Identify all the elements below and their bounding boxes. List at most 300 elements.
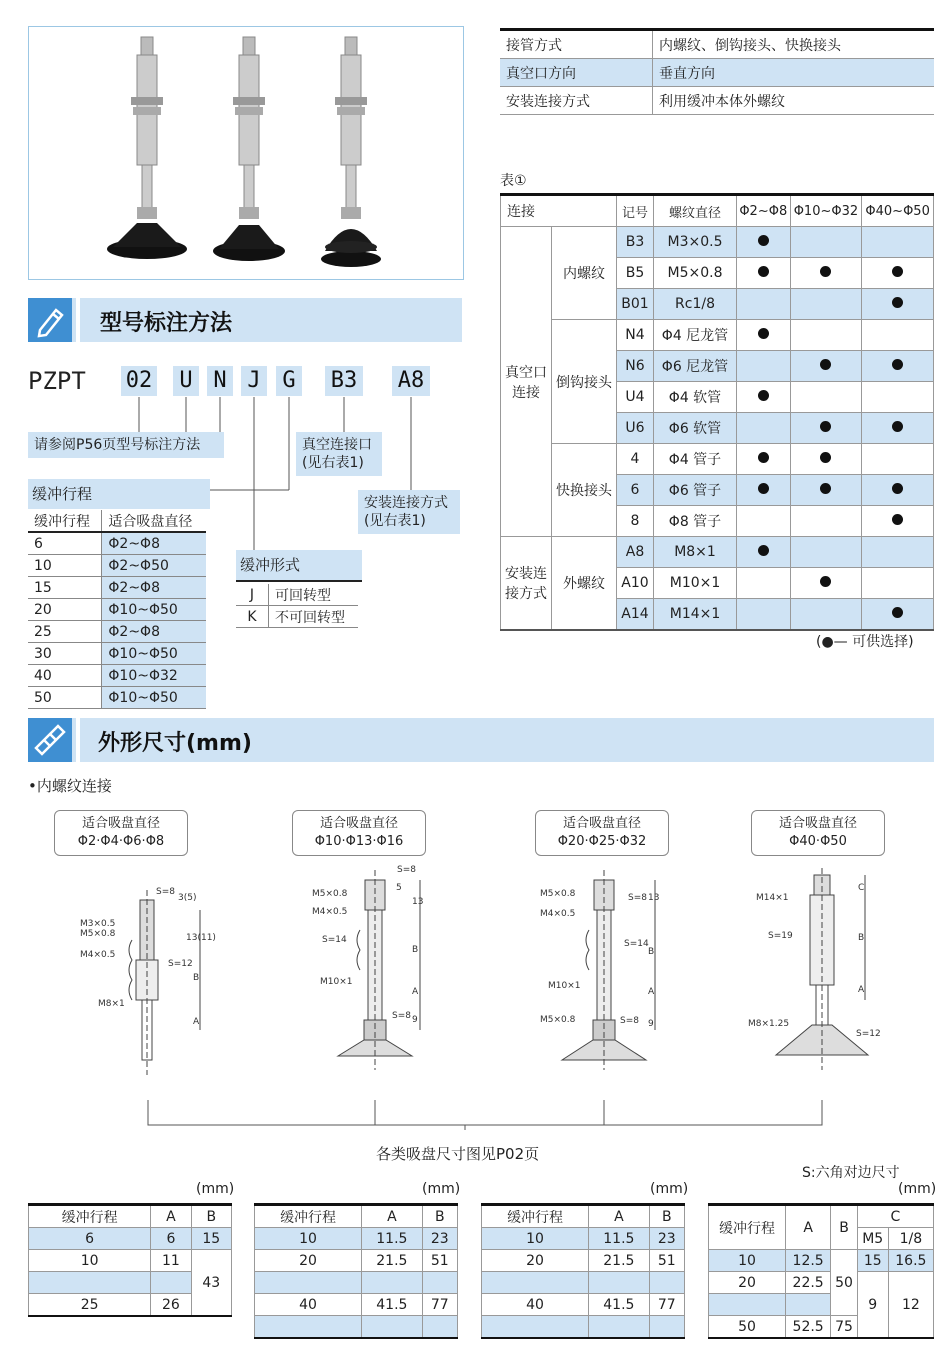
t1-avail-cell	[790, 382, 862, 413]
t3-cell: 40	[482, 1294, 589, 1316]
t1-header: Φ2~Φ8	[737, 195, 791, 227]
t3-cell: 10	[482, 1228, 589, 1250]
drawing-3	[540, 870, 659, 1070]
code-stroke: 02	[121, 366, 157, 396]
d2-s8b: S=8	[392, 1011, 411, 1021]
code-n: N	[207, 366, 233, 396]
t1-avail-cell	[737, 537, 791, 568]
available-dot-icon	[820, 452, 831, 463]
t1-thread: M8×1	[654, 537, 737, 568]
t1-avail-cell	[862, 227, 934, 258]
t1-avail-cell	[737, 475, 791, 506]
available-dot-icon	[892, 514, 903, 525]
d2-9: 9	[412, 1015, 418, 1025]
dim4-h4: M5	[857, 1228, 888, 1250]
t1-avail-cell	[737, 351, 791, 382]
t1-row	[501, 444, 934, 475]
t1-header: 螺纹直径	[654, 195, 737, 227]
d3-s8b: S=8	[620, 1016, 639, 1026]
table1-legend: (●— 可供选择)	[816, 634, 914, 650]
stroke-title: 缓冲行程	[28, 479, 210, 509]
t1-avail-cell	[790, 506, 862, 537]
t1-avail-cell	[862, 506, 934, 537]
form-desc: 不可回转型	[269, 606, 359, 628]
code-vac: B3	[325, 366, 363, 396]
t1-header: 连接	[501, 195, 617, 227]
t3-cell: 41.5	[589, 1294, 649, 1316]
available-dot-icon	[758, 328, 769, 339]
dim4-r1c0: 20	[709, 1272, 786, 1294]
t1-code: B3	[617, 227, 654, 258]
t1-avail-cell	[737, 258, 791, 289]
stroke-value: 20	[28, 599, 102, 621]
t1-avail-cell	[862, 320, 934, 351]
t2-cell: 41.5	[362, 1294, 422, 1316]
form-row	[236, 606, 358, 628]
t1-code: 4	[617, 444, 654, 475]
available-dot-icon	[892, 421, 903, 432]
d2-m10: M10×1	[320, 977, 353, 987]
d4-c: C	[858, 883, 865, 893]
drawing-1	[80, 887, 216, 1075]
t1-code: N4	[617, 320, 654, 351]
stroke-header-row	[28, 510, 206, 532]
t1-thread: Φ6 尼龙管	[654, 351, 737, 382]
props-key: 安装连接方式	[500, 87, 653, 115]
table1-caption: 表①	[500, 173, 527, 189]
t2-cell: 20	[255, 1250, 362, 1272]
mount-label-line1: 安装连接方式	[364, 495, 448, 511]
stroke-row	[28, 687, 206, 709]
dim4-r3c0: 50	[709, 1316, 786, 1339]
t1-avail-cell	[790, 444, 862, 475]
dim1-r1c1: 11	[151, 1250, 191, 1272]
t1-code: N6	[617, 351, 654, 382]
d2-a: A	[412, 987, 419, 997]
t1-avail-cell	[790, 227, 862, 258]
t1-avail-cell	[862, 599, 934, 631]
dim1-r2c2: 43	[191, 1250, 231, 1317]
t1-header: 记号	[617, 195, 654, 227]
dim4-r0c1: 12.5	[786, 1250, 831, 1272]
t3-cell	[482, 1316, 589, 1339]
dim4-r1c1: 22.5	[786, 1272, 831, 1294]
t1-thread: Φ6 软管	[654, 413, 737, 444]
t2-cell: 11.5	[362, 1228, 422, 1250]
available-dot-icon	[758, 390, 769, 401]
d4-m8: M8×1.25	[748, 1019, 790, 1029]
dim4-r2c1	[786, 1294, 831, 1316]
model-connector-lines	[0, 0, 470, 560]
stroke-diameter: Φ2~Φ8	[102, 621, 206, 643]
technical-drawings	[0, 860, 949, 1130]
t2-cell: 40	[255, 1294, 362, 1316]
t1-avail-cell	[737, 320, 791, 351]
t1-avail-cell	[790, 537, 862, 568]
d2-m5: M5×0.8	[312, 889, 348, 899]
d4-s19: S=19	[768, 931, 793, 941]
properties-table	[500, 28, 934, 115]
unit-2: (mm)	[422, 1181, 461, 1197]
t1-code: A8	[617, 537, 654, 568]
dim1-r2c1	[151, 1272, 191, 1294]
d3-m10: M10×1	[548, 981, 581, 991]
available-dot-icon	[820, 421, 831, 432]
props-row	[500, 30, 934, 59]
t1-sub-inner: 内螺纹	[552, 227, 617, 320]
t2-header: B	[422, 1205, 457, 1228]
t2-row	[255, 1228, 458, 1250]
t1-avail-cell	[862, 382, 934, 413]
mount-label-line2: (见右表1)	[364, 513, 426, 529]
t3-cell	[649, 1316, 684, 1339]
form-row	[236, 584, 358, 606]
t3-row	[482, 1250, 685, 1272]
stroke-value: 6	[28, 532, 102, 555]
dim4-r2c4: 12	[888, 1272, 933, 1339]
t3-header: A	[589, 1205, 649, 1228]
t1-avail-cell	[790, 258, 862, 289]
model-section-title: 型号标注方法	[100, 311, 233, 336]
t3-cell: 20	[482, 1250, 589, 1272]
form-desc: 可回转型	[269, 584, 359, 606]
t1-header-row	[501, 195, 934, 227]
drawing-label-3-line1: 适合吸盘直径	[562, 816, 641, 831]
d1-s8: S=8	[156, 887, 175, 897]
d3-a: A	[648, 987, 655, 997]
available-dot-icon	[892, 266, 903, 277]
drawing-label-2-line2: Φ10·Φ13·Φ16	[314, 834, 404, 849]
stroke-row	[28, 532, 206, 555]
t3-cell	[482, 1272, 589, 1294]
d3-b: B	[648, 947, 655, 957]
t2-cell	[255, 1316, 362, 1339]
t3-cell: 11.5	[589, 1228, 649, 1250]
t1-avail-cell	[737, 506, 791, 537]
t2-cell	[422, 1316, 457, 1339]
available-dot-icon	[820, 576, 831, 587]
dim-section-header	[28, 718, 934, 762]
t1-avail-cell	[790, 568, 862, 599]
stroke-row	[28, 555, 206, 577]
stroke-diameter: Φ10~Φ50	[102, 599, 206, 621]
d3-13: 13	[648, 893, 660, 903]
dim1-r2c0	[29, 1272, 151, 1294]
stroke-value: 15	[28, 577, 102, 599]
stroke-row	[28, 643, 206, 665]
d3-s8: S=8	[628, 893, 647, 903]
hex-note: S:六角对边尺寸	[802, 1165, 900, 1181]
t1-avail-cell	[862, 351, 934, 382]
drawing-4	[748, 868, 881, 1070]
t1-thread: M10×1	[654, 568, 737, 599]
dim4-r3c2: 75	[831, 1316, 857, 1339]
mount-label	[358, 490, 460, 534]
t1-avail-cell	[790, 413, 862, 444]
props-row	[500, 87, 934, 115]
drawing-label-2-line1: 适合吸盘直径	[319, 816, 398, 831]
form-code: J	[236, 584, 269, 606]
available-dot-icon	[758, 235, 769, 246]
t1-avail-cell	[737, 444, 791, 475]
t2-cell: 21.5	[362, 1250, 422, 1272]
stroke-row	[28, 665, 206, 687]
t1-code: A10	[617, 568, 654, 599]
t1-code: B01	[617, 289, 654, 320]
t1-avail-cell	[862, 444, 934, 475]
d2-5: 5	[396, 883, 402, 893]
t2-cell	[422, 1272, 457, 1294]
vac-port-label-line1: 真空连接口	[302, 437, 372, 453]
t2-cell	[362, 1316, 422, 1339]
t2-header: A	[362, 1205, 422, 1228]
t1-avail-cell	[790, 475, 862, 506]
available-dot-icon	[892, 607, 903, 618]
d2-s8: S=8	[397, 865, 416, 875]
t2-cell	[362, 1272, 422, 1294]
stroke-diameter: Φ2~Φ8	[102, 532, 206, 555]
dim1-h1: A	[151, 1205, 191, 1228]
t1-thread: M5×0.8	[654, 258, 737, 289]
available-dot-icon	[820, 266, 831, 277]
dim4-r0c3: 15	[857, 1250, 888, 1272]
form-title: 缓冲形式	[236, 550, 362, 582]
t3-cell: 23	[649, 1228, 684, 1250]
t2-cell: 77	[422, 1294, 457, 1316]
props-row	[500, 59, 934, 87]
code-u: U	[173, 366, 199, 396]
code-form: J	[241, 366, 267, 396]
t1-avail-cell	[737, 568, 791, 599]
drawing-label-1	[54, 810, 188, 856]
stroke-diameter: Φ10~Φ50	[102, 687, 206, 709]
t3-header: B	[649, 1205, 684, 1228]
stroke-value: 50	[28, 687, 102, 709]
t3-row	[482, 1272, 685, 1294]
d1-b: B	[193, 973, 200, 983]
t2-cell: 51	[422, 1250, 457, 1272]
d1-m4: M4×0.5	[80, 950, 116, 960]
dim1-h2: B	[191, 1205, 231, 1228]
d1-s12: S=12	[168, 959, 193, 969]
dim4-r2c0	[709, 1294, 786, 1316]
dim4-h3: C	[857, 1205, 933, 1228]
stroke-value: 10	[28, 555, 102, 577]
t3-row	[482, 1316, 685, 1339]
t3-cell: 21.5	[589, 1250, 649, 1272]
dim4-h1: A	[786, 1205, 831, 1250]
t1-row	[501, 227, 934, 258]
vac-port-label-line2: (见右表1)	[302, 455, 364, 471]
stroke-row	[28, 621, 206, 643]
drawing-2	[312, 865, 423, 1070]
dim-table-4	[708, 1203, 934, 1339]
t1-code: 6	[617, 475, 654, 506]
drawing-label-1-line2: Φ2·Φ4·Φ6·Φ8	[77, 834, 165, 849]
d3-s14: S=14	[624, 939, 649, 949]
t2-row	[255, 1272, 458, 1294]
t1-avail-cell	[790, 320, 862, 351]
t1-sub-barb: 倒钩接头	[552, 320, 617, 444]
d2-b: B	[412, 945, 419, 955]
dim-table-3	[481, 1203, 685, 1339]
t1-code: 8	[617, 506, 654, 537]
t1-thread: Φ4 管子	[654, 444, 737, 475]
drawing-label-4-line2: Φ40·Φ50	[789, 834, 847, 849]
available-dot-icon	[820, 359, 831, 370]
stroke-row	[28, 599, 206, 621]
dim4-h0: 缓冲行程	[709, 1205, 786, 1250]
t1-thread: Φ4 软管	[654, 382, 737, 413]
t2-header: 缓冲行程	[255, 1205, 362, 1228]
t1-row	[501, 320, 934, 351]
available-dot-icon	[758, 266, 769, 277]
size-note: 各类吸盘尺寸图见P02页	[376, 1145, 540, 1163]
t1-code: U4	[617, 382, 654, 413]
t1-sub-outer: 外螺纹	[552, 537, 617, 631]
caliper-icon	[28, 718, 72, 762]
stroke-value: 30	[28, 643, 102, 665]
d1-m5: M5×0.8	[80, 929, 116, 939]
unit-3: (mm)	[650, 1181, 689, 1197]
t1-avail-cell	[737, 413, 791, 444]
t2-cell: 10	[255, 1228, 362, 1250]
available-dot-icon	[758, 483, 769, 494]
d1-13-11: 13(11)	[186, 933, 216, 943]
available-dot-icon	[758, 452, 769, 463]
d1-a: A	[193, 1017, 200, 1027]
dim1-r3c0: 25	[29, 1294, 151, 1317]
dim4-h2: B	[831, 1205, 857, 1250]
t3-cell	[589, 1316, 649, 1339]
stroke-value: 40	[28, 665, 102, 687]
available-dot-icon	[820, 483, 831, 494]
dim4-r3c1: 52.5	[786, 1316, 831, 1339]
t2-row	[255, 1294, 458, 1316]
t1-avail-cell	[862, 258, 934, 289]
t1-thread: Φ4 尼龙管	[654, 320, 737, 351]
t3-cell	[589, 1272, 649, 1294]
code-mount: A8	[392, 366, 430, 396]
available-dot-icon	[892, 297, 903, 308]
t3-header: 缓冲行程	[482, 1205, 589, 1228]
stroke-diameter: Φ10~Φ50	[102, 643, 206, 665]
connection-table	[500, 193, 934, 631]
t1-avail-cell	[790, 289, 862, 320]
d3-m5b: M5×0.8	[540, 1015, 576, 1025]
drawing-label-4	[751, 810, 885, 856]
dim4-r1c2: 50	[831, 1250, 857, 1316]
dim-table-1	[28, 1203, 232, 1317]
dim4-r2c3: 9	[857, 1272, 888, 1339]
d1-m3: M3×0.5	[80, 919, 116, 929]
t1-avail-cell	[862, 289, 934, 320]
t1-avail-cell	[737, 599, 791, 631]
t3-row	[482, 1228, 685, 1250]
dim1-r0c0: 6	[29, 1228, 151, 1250]
dim1-r0c2: 15	[191, 1228, 231, 1250]
t1-thread: M14×1	[654, 599, 737, 631]
t1-avail-cell	[862, 413, 934, 444]
t3-row	[482, 1294, 685, 1316]
t2-cell	[255, 1272, 362, 1294]
t1-avail-cell	[790, 599, 862, 631]
dim1-r0c1: 6	[151, 1228, 191, 1250]
t1-thread: M3×0.5	[654, 227, 737, 258]
t3-cell: 51	[649, 1250, 684, 1272]
stroke-diameter: Φ2~Φ8	[102, 577, 206, 599]
drawing-label-4-line1: 适合吸盘直径	[778, 816, 857, 831]
model-prefix: PZPT	[28, 367, 86, 395]
available-dot-icon	[892, 359, 903, 370]
dim4-r0c0: 10	[709, 1250, 786, 1272]
t1-row	[501, 537, 934, 568]
code-g: G	[276, 366, 302, 396]
t1-header: Φ40~Φ50	[862, 195, 934, 227]
drawing-label-3-line2: Φ20·Φ25·Φ32	[557, 834, 647, 849]
drawing-label-1-line1: 适合吸盘直径	[81, 816, 160, 831]
props-value: 垂直方向	[653, 59, 935, 87]
stroke-value: 25	[28, 621, 102, 643]
d1-3-5: 3(5)	[178, 893, 197, 903]
t3-cell	[649, 1272, 684, 1294]
vac-port-label	[296, 432, 382, 476]
unit-1: (mm)	[196, 1181, 235, 1197]
t1-code: A14	[617, 599, 654, 631]
dim1-r3c1: 26	[151, 1294, 191, 1317]
dim1-r1c0: 10	[29, 1250, 151, 1272]
stroke-diameter: Φ2~Φ50	[102, 555, 206, 577]
t1-avail-cell	[862, 475, 934, 506]
t1-thread: Φ8 管子	[654, 506, 737, 537]
drawing-label-2	[292, 810, 426, 856]
ref-label: 请参阅P56页型号标注方法	[28, 432, 224, 458]
drawing-label-3	[535, 810, 669, 856]
t3-header-row	[482, 1205, 685, 1228]
d3-m4: M4×0.5	[540, 909, 576, 919]
t1-avail-cell	[737, 382, 791, 413]
dim4-r0c4: 16.5	[888, 1250, 933, 1272]
t1-sub-quick: 快换接头	[552, 444, 617, 537]
stroke-row	[28, 577, 206, 599]
props-key: 接管方式	[500, 30, 653, 59]
props-value: 内螺纹、倒钩接头、快换接头	[653, 30, 935, 59]
d4-m14: M14×1	[756, 893, 789, 903]
t1-avail-cell	[737, 289, 791, 320]
t1-group-mount: 安装连接方式	[501, 537, 552, 631]
t2-row	[255, 1250, 458, 1272]
t1-avail-cell	[737, 227, 791, 258]
d4-a: A	[858, 985, 865, 995]
d4-s12: S=12	[856, 1029, 881, 1039]
t1-avail-cell	[862, 568, 934, 599]
d2-s14: S=14	[322, 935, 347, 945]
stroke-header: 缓冲行程	[28, 510, 102, 532]
t2-cell: 23	[422, 1228, 457, 1250]
t1-avail-cell	[790, 351, 862, 382]
props-key: 真空口方向	[500, 59, 653, 87]
t1-avail-cell	[862, 537, 934, 568]
form-table	[236, 584, 358, 628]
t2-header-row	[255, 1205, 458, 1228]
dim-section-title: 外形尺寸(mm)	[98, 731, 252, 756]
t1-group-vac: 真空口连接	[501, 227, 552, 537]
t1-thread: Rc1/8	[654, 289, 737, 320]
stroke-diameter: Φ10~Φ32	[102, 665, 206, 687]
d3-9: 9	[648, 1019, 654, 1029]
t2-row	[255, 1316, 458, 1339]
d4-b: B	[858, 933, 865, 943]
